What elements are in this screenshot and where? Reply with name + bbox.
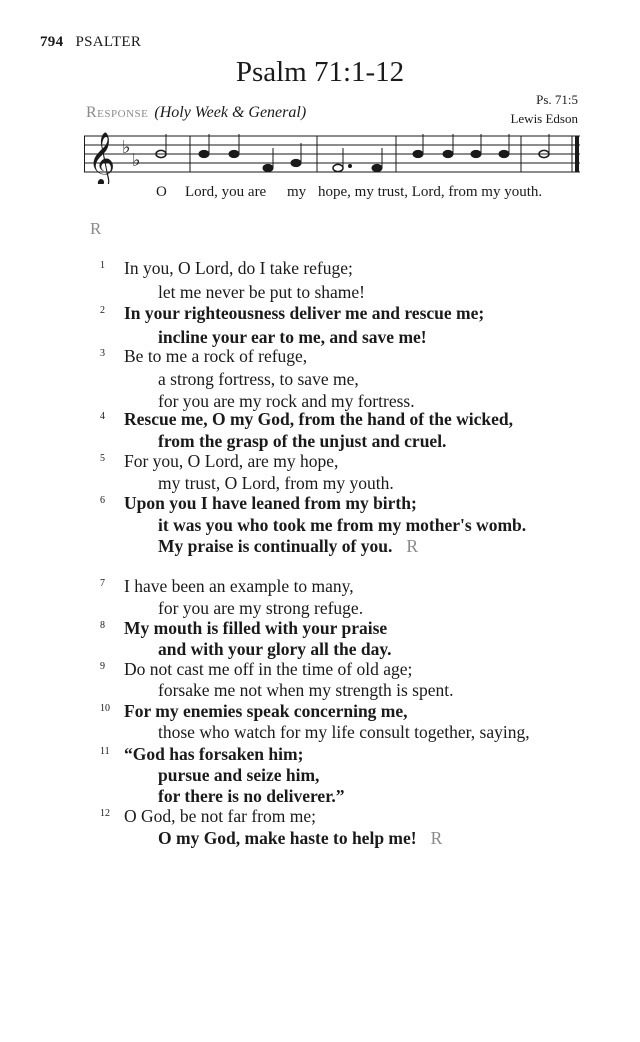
verse-number: 7 <box>100 578 105 589</box>
verse-line: For you, O Lord, are my hope, <box>124 451 339 471</box>
verse-number: 8 <box>100 620 105 631</box>
verse-line: My praise is continually of you. <box>158 536 393 556</box>
verse-line: O my God, make haste to help me! <box>158 828 417 848</box>
refrain-marker: R <box>90 219 102 238</box>
verse-number: 4 <box>100 411 105 422</box>
verse-number: 3 <box>100 348 105 359</box>
verse-line-with-refrain <box>158 536 418 557</box>
scripture-reference: Ps. 71:5 <box>536 92 578 107</box>
verse-line: those who watch for my life consult together, saying, <box>158 722 530 742</box>
verse-line: I have been an example to many, <box>124 576 354 596</box>
verse-line: for you are my rock and my fortress. <box>158 391 415 411</box>
verse-line: Rescue me, O my God, from the hand of the wicked, <box>124 409 514 429</box>
lyric-syllable: O <box>156 184 167 200</box>
verse-line: O God, be not far from me; <box>124 806 316 826</box>
verse-number: 9 <box>100 661 105 672</box>
flat-sign: ♭ <box>122 137 131 158</box>
verse-line: Be to me a rock of refuge, <box>124 346 308 366</box>
verse-line: Upon you I have leaned from my birth; <box>124 493 417 513</box>
verse-line: it was you who took me from my mother's womb. <box>158 515 527 535</box>
verse-line: Do not cast me off in the time of old age; <box>124 659 413 679</box>
treble-clef: 𝄞 <box>88 131 116 184</box>
verse-number: 1 <box>100 260 105 271</box>
verse-line: In your righteousness deliver me and rescue me; <box>124 303 485 323</box>
response-label: Response <box>86 104 149 121</box>
verse-number: 2 <box>100 305 105 316</box>
verse-number: 10 <box>100 703 110 714</box>
verse-line: My mouth is filled with your praise <box>124 618 388 638</box>
response-credits <box>510 90 578 128</box>
refrain-marker: R <box>406 536 419 556</box>
flat-sign: ♭ <box>132 150 141 171</box>
verse-line: let me never be put to shame! <box>158 282 366 302</box>
verse-line: forsake me not when my strength is spent. <box>158 680 454 700</box>
verse-line: For my enemies speak concerning me, <box>124 701 408 721</box>
page-title: Psalm 71:1-12 <box>235 56 405 88</box>
response-heading <box>86 104 306 122</box>
verse-line: for there is no deliverer.” <box>158 786 345 806</box>
verse-line: pursue and seize him, <box>158 765 320 785</box>
response-occasion: (Holy Week & General) <box>154 104 307 121</box>
composer: Lewis Edson <box>510 111 578 126</box>
final-barline <box>575 136 579 172</box>
verse-number: 11 <box>100 746 110 757</box>
lyric-syllable: my <box>287 184 307 200</box>
page-number: 794 <box>40 34 64 50</box>
verse-number: 6 <box>100 495 105 506</box>
running-head <box>40 34 141 51</box>
section-name: PSALTER <box>75 34 142 50</box>
music-staff <box>84 128 584 184</box>
verse-number: 5 <box>100 453 105 464</box>
verse-line: from the grasp of the unjust and cruel. <box>158 431 447 451</box>
verse-line: “God has forsaken him; <box>124 744 304 764</box>
notes <box>156 134 549 172</box>
verse-line: incline your ear to me, and save me! <box>158 327 427 347</box>
verse-line: and with your glory all the day. <box>158 639 392 659</box>
lyric-syllable: hope, my trust, Lord, from my youth. <box>318 184 543 200</box>
verse-line: a strong fortress, to save me, <box>158 369 359 389</box>
lyric-syllable: Lord, you are <box>185 184 267 200</box>
verse-line: In you, O Lord, do I take refuge; <box>124 258 353 278</box>
refrain-marker: R <box>430 828 443 848</box>
verse-line: for you are my strong refuge. <box>158 598 364 618</box>
verse-number: 12 <box>100 808 110 819</box>
verse-line: my trust, O Lord, from my youth. <box>158 473 394 493</box>
verse-line-with-refrain <box>158 828 442 849</box>
